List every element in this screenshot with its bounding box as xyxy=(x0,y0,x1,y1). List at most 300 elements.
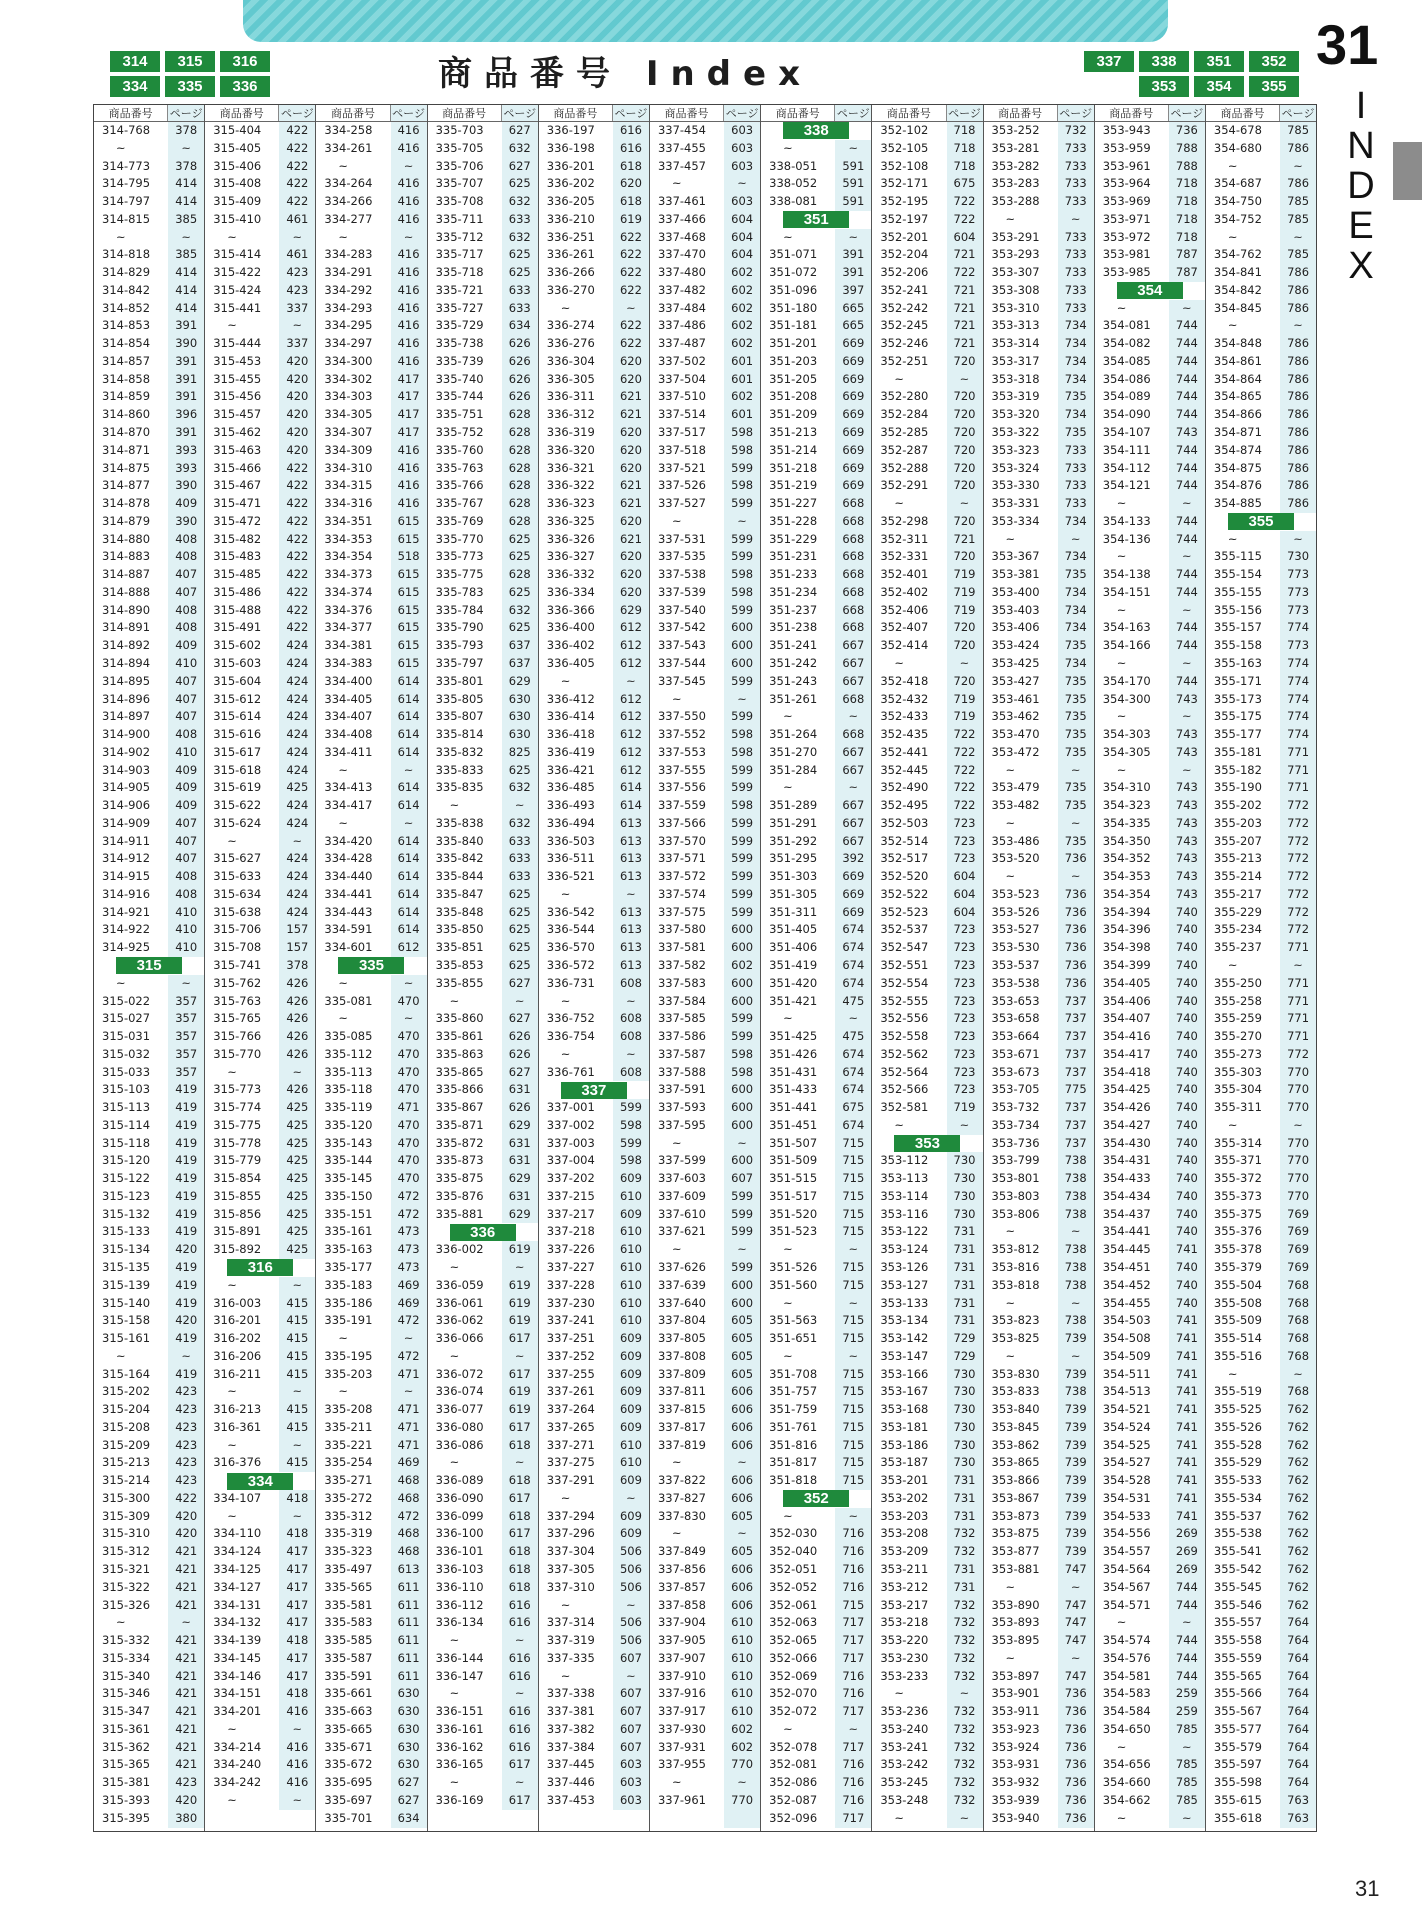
product-number: 337-296 xyxy=(546,1526,595,1541)
page-ref: 605 xyxy=(724,1348,760,1366)
page-ref: 407 xyxy=(168,708,204,726)
product-number-index-table xyxy=(93,104,1317,1832)
product-number: 352-108 xyxy=(880,158,929,173)
index-row xyxy=(984,691,1094,709)
index-row xyxy=(761,1721,871,1739)
index-row xyxy=(94,1064,204,1082)
index-row xyxy=(1095,424,1205,442)
product-number: 335-708 xyxy=(435,194,484,209)
index-row xyxy=(205,442,315,460)
index-row xyxy=(205,939,315,957)
product-number: 337-230 xyxy=(546,1295,595,1310)
product-number: 337-271 xyxy=(546,1437,595,1452)
product-number: 353-924 xyxy=(991,1739,1040,1754)
product-number: 353-923 xyxy=(991,1721,1040,1736)
index-row xyxy=(94,353,204,371)
index-row xyxy=(539,779,649,797)
page-ref: 407 xyxy=(168,566,204,584)
product-number: 353-472 xyxy=(991,744,1040,759)
page-ref: 715 xyxy=(835,1401,871,1419)
section-tab: 338 xyxy=(1139,51,1189,72)
index-row xyxy=(316,1277,426,1295)
product-number: 315-161 xyxy=(102,1331,151,1346)
index-row xyxy=(872,1401,982,1419)
page-ref: 625 xyxy=(502,264,538,282)
product-number: ~ xyxy=(671,513,682,528)
page-ref: ~ xyxy=(1280,317,1316,335)
page-ref: 599 xyxy=(724,833,760,851)
index-row xyxy=(94,1774,204,1792)
page-ref: 609 xyxy=(613,1508,649,1526)
index-row xyxy=(872,726,982,744)
page-ref: ~ xyxy=(613,1490,649,1508)
page-ref: 471 xyxy=(391,1366,427,1384)
index-row xyxy=(761,779,871,797)
product-number: 352-503 xyxy=(880,815,929,830)
index-row xyxy=(539,548,649,566)
index-row xyxy=(316,1756,426,1774)
product-number: 353-461 xyxy=(991,691,1040,706)
page-ref: ~ xyxy=(279,317,315,335)
page-ref: 733 xyxy=(1058,495,1094,513)
page-ref: 615 xyxy=(391,637,427,655)
page-ref: 721 xyxy=(947,335,983,353)
page-ref: ~ xyxy=(613,1597,649,1615)
page-ref: 732 xyxy=(947,1739,983,1757)
index-row xyxy=(872,1774,982,1792)
product-number: 337-811 xyxy=(657,1384,706,1399)
page-ref: 732 xyxy=(947,1668,983,1686)
product-number: 337-484 xyxy=(657,300,706,315)
product-number: 351-515 xyxy=(769,1171,818,1186)
index-row xyxy=(984,1135,1094,1153)
index-row xyxy=(316,513,426,531)
index-row xyxy=(1206,1419,1316,1437)
index-row xyxy=(761,1508,871,1526)
product-number: 314-902 xyxy=(102,744,151,759)
index-row xyxy=(94,1383,204,1401)
index-row xyxy=(872,921,982,939)
product-number: 353-116 xyxy=(880,1206,929,1221)
product-number: 337-482 xyxy=(657,282,706,297)
product-number: ~ xyxy=(449,993,460,1008)
index-row xyxy=(761,1312,871,1330)
page-ref: 772 xyxy=(1280,833,1316,851)
page-ref: 415 xyxy=(279,1330,315,1348)
index-row xyxy=(872,495,982,513)
product-number: 354-656 xyxy=(1102,1757,1151,1772)
page-ref: 422 xyxy=(279,122,315,140)
index-row xyxy=(94,1081,204,1099)
index-row xyxy=(761,282,871,300)
page-ref: 736 xyxy=(1058,939,1094,957)
page-ref: 731 xyxy=(947,1312,983,1330)
page-ref: 620 xyxy=(613,424,649,442)
product-number: 355-565 xyxy=(1213,1668,1262,1683)
index-row xyxy=(1206,211,1316,229)
page-ref: 620 xyxy=(613,513,649,531)
index-row xyxy=(205,797,315,815)
page-ref: 740 xyxy=(1169,975,1205,993)
page-ref: 600 xyxy=(724,655,760,673)
page-ref: 408 xyxy=(168,602,204,620)
product-number: 355-372 xyxy=(1213,1171,1262,1186)
product-number: 315-362 xyxy=(102,1739,151,1754)
index-row xyxy=(650,744,760,762)
index-row xyxy=(984,566,1094,584)
index-row xyxy=(650,1383,760,1401)
product-number: 352-562 xyxy=(880,1046,929,1061)
page-ref: 417 xyxy=(279,1543,315,1561)
index-row xyxy=(872,1703,982,1721)
page-ref: 475 xyxy=(835,1028,871,1046)
page-ref: 614 xyxy=(391,726,427,744)
index-row xyxy=(1206,673,1316,691)
index-row xyxy=(428,1774,538,1792)
product-number: 335-738 xyxy=(435,336,484,351)
index-row xyxy=(1206,726,1316,744)
product-number: 337-595 xyxy=(657,1117,706,1132)
product-number: 314-768 xyxy=(102,123,151,137)
product-number: 334-441 xyxy=(324,886,373,901)
product-number: 337-218 xyxy=(546,1224,595,1239)
page-ref: 715 xyxy=(835,1366,871,1384)
product-number: 353-866 xyxy=(991,1473,1040,1488)
page-ref: 620 xyxy=(613,584,649,602)
product-number: 337-603 xyxy=(657,1171,706,1186)
index-row xyxy=(316,726,426,744)
index-row xyxy=(1095,1312,1205,1330)
index-row xyxy=(539,1010,649,1028)
page-ref: 737 xyxy=(1058,1064,1094,1082)
product-number: 315-774 xyxy=(213,1100,262,1115)
page-ref: 736 xyxy=(1058,1739,1094,1757)
index-row xyxy=(650,1650,760,1668)
page-ref: 743 xyxy=(1169,779,1205,797)
index-row xyxy=(539,1046,649,1064)
page-ref: ~ xyxy=(947,495,983,513)
index-row xyxy=(316,637,426,655)
index-row xyxy=(1095,1295,1205,1313)
page-ref: 396 xyxy=(168,406,204,424)
product-number: 337-319 xyxy=(546,1633,595,1648)
product-number: 315-467 xyxy=(213,478,262,493)
product-number: 355-314 xyxy=(1213,1135,1262,1150)
product-number: ~ xyxy=(227,1792,237,1807)
page-ref: 744 xyxy=(1169,335,1205,353)
index-row xyxy=(205,1312,315,1330)
column-header-product-number: 商品番号 xyxy=(998,107,1043,120)
page-ref: ~ xyxy=(835,1348,871,1366)
product-number: 315-483 xyxy=(213,549,262,564)
page-ref: 721 xyxy=(947,246,983,264)
page-ref: ~ xyxy=(279,1508,315,1526)
section-heading xyxy=(539,1081,649,1099)
index-row xyxy=(94,850,204,868)
product-number: 335-773 xyxy=(435,549,484,564)
index-row xyxy=(428,868,538,886)
product-number: 355-577 xyxy=(1213,1721,1262,1736)
page-ref: 603 xyxy=(724,140,760,158)
page-ref: 614 xyxy=(391,779,427,797)
product-number: 336-402 xyxy=(546,638,595,653)
product-number: 355-270 xyxy=(1213,1029,1262,1044)
index-row xyxy=(94,424,204,442)
product-number: 335-872 xyxy=(435,1135,484,1150)
index-row xyxy=(539,229,649,247)
product-number: 337-610 xyxy=(657,1206,706,1221)
index-row xyxy=(984,1046,1094,1064)
product-number: 337-514 xyxy=(657,407,706,422)
page-ref: 715 xyxy=(835,1223,871,1241)
product-number: 334-413 xyxy=(324,780,373,795)
page-ref: 734 xyxy=(1058,602,1094,620)
page-ref: 615 xyxy=(391,655,427,673)
product-number: 315-422 xyxy=(213,265,262,280)
index-row xyxy=(94,513,204,531)
product-number: 353-252 xyxy=(991,123,1040,137)
product-number: 354-323 xyxy=(1102,798,1151,813)
index-row xyxy=(650,886,760,904)
index-row xyxy=(316,122,426,140)
page-ref: 734 xyxy=(1058,548,1094,566)
product-number: 335-118 xyxy=(324,1082,373,1097)
page-ref: 740 xyxy=(1169,1188,1205,1206)
product-number: 337-540 xyxy=(657,602,706,617)
product-number: 336-147 xyxy=(435,1668,484,1683)
product-number: 354-350 xyxy=(1102,833,1151,848)
product-number: 355-378 xyxy=(1213,1242,1262,1257)
page-ref: 469 xyxy=(391,1277,427,1295)
page-ref: 471 xyxy=(391,1437,427,1455)
index-row xyxy=(650,1632,760,1650)
product-number: ~ xyxy=(1227,318,1238,333)
index-row xyxy=(539,477,649,495)
page-ref: ~ xyxy=(502,1632,538,1650)
index-row xyxy=(761,1614,871,1632)
page-ref: 408 xyxy=(168,886,204,904)
product-number: 352-102 xyxy=(880,123,929,137)
page-ref: 410 xyxy=(168,904,204,922)
index-row xyxy=(650,388,760,406)
product-number: 336-325 xyxy=(546,513,595,528)
page-ref: 786 xyxy=(1280,175,1316,193)
index-row xyxy=(428,584,538,602)
page-ref: 764 xyxy=(1280,1614,1316,1632)
page-ref: 740 xyxy=(1169,1099,1205,1117)
index-row xyxy=(1095,655,1205,673)
index-row xyxy=(984,726,1094,744)
page-ref: 628 xyxy=(502,442,538,460)
page-ref: 378 xyxy=(279,957,315,975)
index-row xyxy=(984,1330,1094,1348)
product-number: 355-504 xyxy=(1213,1277,1262,1292)
product-number: 334-407 xyxy=(324,709,373,724)
section-heading-label: 353 xyxy=(894,1135,960,1152)
product-number: 315-135 xyxy=(102,1260,151,1274)
product-number: 355-615 xyxy=(1213,1792,1262,1807)
index-row xyxy=(205,691,315,709)
index-row xyxy=(316,1206,426,1224)
page-ref: 425 xyxy=(279,1223,315,1241)
product-number: 355-229 xyxy=(1213,904,1262,919)
page-ref: ~ xyxy=(1169,1614,1205,1632)
index-row xyxy=(428,957,538,975)
page-ref: 470 xyxy=(391,1170,427,1188)
product-number: 353-530 xyxy=(991,940,1040,955)
product-number: 354-503 xyxy=(1102,1313,1151,1328)
index-row xyxy=(94,1330,204,1348)
page-ref: 720 xyxy=(947,619,983,637)
product-number: 354-524 xyxy=(1102,1419,1151,1434)
index-row xyxy=(539,1739,649,1757)
page-ref: 410 xyxy=(168,921,204,939)
index-row xyxy=(539,708,649,726)
index-row xyxy=(872,1419,982,1437)
product-number: 354-303 xyxy=(1102,727,1151,742)
product-number: ~ xyxy=(560,993,571,1008)
product-number: 337-228 xyxy=(546,1277,595,1292)
product-number: 351-451 xyxy=(769,1117,818,1132)
page-ref: 391 xyxy=(835,246,871,264)
page-ref: 599 xyxy=(724,868,760,886)
product-number: 351-295 xyxy=(769,851,818,866)
page-ref: 618 xyxy=(613,158,649,176)
index-row xyxy=(539,850,649,868)
index-row xyxy=(539,1614,649,1632)
product-number: 335-793 xyxy=(435,638,484,653)
product-number: 351-208 xyxy=(769,389,818,404)
page-ref: 426 xyxy=(279,993,315,1011)
index-row xyxy=(650,566,760,584)
page-ref: 608 xyxy=(613,1010,649,1028)
page-ref: 613 xyxy=(613,904,649,922)
section-tabs-right xyxy=(1084,51,1299,97)
index-row xyxy=(1206,904,1316,922)
page-ref: 417 xyxy=(391,406,427,424)
page-ref: 625 xyxy=(502,246,538,264)
index-row xyxy=(761,1241,871,1259)
page-ref: 730 xyxy=(947,1206,983,1224)
page-ref: 622 xyxy=(613,229,649,247)
product-number: 336-322 xyxy=(546,478,595,493)
page-ref: 414 xyxy=(168,193,204,211)
page-ref: 730 xyxy=(1280,548,1316,566)
index-row xyxy=(650,1206,760,1224)
product-number: 351-237 xyxy=(769,602,818,617)
index-row xyxy=(872,1756,982,1774)
index-row xyxy=(1206,1295,1316,1313)
product-number: 336-270 xyxy=(546,282,595,297)
index-row xyxy=(872,1650,982,1668)
page-ref: 764 xyxy=(1280,1721,1316,1739)
index-row xyxy=(428,1721,538,1739)
page-ref: 600 xyxy=(724,1152,760,1170)
section-tab: 337 xyxy=(1084,51,1134,72)
product-number: 337-961 xyxy=(657,1792,706,1807)
index-row xyxy=(984,140,1094,158)
index-row xyxy=(428,122,538,140)
page-ref: 625 xyxy=(502,619,538,637)
page-ref: 720 xyxy=(947,637,983,655)
index-row xyxy=(205,335,315,353)
page-ref: 357 xyxy=(168,1028,204,1046)
index-row xyxy=(650,1685,760,1703)
index-row xyxy=(205,762,315,780)
index-row xyxy=(761,637,871,655)
page-ref: 417 xyxy=(279,1561,315,1579)
product-number: 337-294 xyxy=(546,1508,595,1523)
index-row xyxy=(872,779,982,797)
index-row xyxy=(428,1028,538,1046)
product-number: 355-558 xyxy=(1213,1633,1262,1648)
index-row xyxy=(94,1010,204,1028)
product-number: 335-707 xyxy=(435,176,484,191)
index-row xyxy=(761,1525,871,1543)
product-number: 355-371 xyxy=(1213,1153,1262,1168)
page-ref: 786 xyxy=(1280,300,1316,318)
column-header-product-number: 商品番号 xyxy=(330,107,375,120)
product-number: 353-959 xyxy=(1102,140,1151,155)
product-number: 335-497 xyxy=(324,1562,373,1577)
product-number: 354-310 xyxy=(1102,780,1151,795)
index-row xyxy=(316,921,426,939)
page-ref: 269 xyxy=(1169,1525,1205,1543)
index-row xyxy=(205,1490,315,1508)
product-number: 353-281 xyxy=(991,140,1040,155)
index-row xyxy=(1206,122,1316,140)
index-row xyxy=(1206,1756,1316,1774)
page-ref: 734 xyxy=(1058,371,1094,389)
index-row xyxy=(984,993,1094,1011)
page-ref: 741 xyxy=(1169,1312,1205,1330)
page-ref: 731 xyxy=(947,1241,983,1259)
index-row xyxy=(539,1525,649,1543)
page-ref: 423 xyxy=(168,1437,204,1455)
product-number: 351-231 xyxy=(769,549,818,564)
index-row xyxy=(1206,1330,1316,1348)
index-row xyxy=(984,868,1094,886)
index-row xyxy=(872,158,982,176)
product-number: 337-004 xyxy=(546,1153,595,1168)
product-number: 337-217 xyxy=(546,1206,595,1221)
index-column xyxy=(316,105,427,1831)
product-number: 337-621 xyxy=(657,1224,706,1239)
index-row xyxy=(205,122,315,140)
column-header-page: ページ xyxy=(167,105,204,121)
product-number: ~ xyxy=(560,1490,571,1505)
product-number: 335-805 xyxy=(435,691,484,706)
page-ref: 739 xyxy=(1058,1472,1094,1490)
product-number: 314-829 xyxy=(102,265,151,280)
page-ref: 732 xyxy=(947,1792,983,1810)
index-row xyxy=(94,726,204,744)
page-ref: 716 xyxy=(835,1774,871,1792)
product-number: 354-136 xyxy=(1102,531,1151,546)
product-number: 352-564 xyxy=(880,1064,929,1079)
product-number: 354-354 xyxy=(1102,886,1151,901)
product-number: 336-205 xyxy=(546,194,595,209)
product-number: 315-491 xyxy=(213,620,262,635)
page-ref: 506 xyxy=(613,1579,649,1597)
section-heading-label: 355 xyxy=(1228,513,1294,530)
index-row xyxy=(984,460,1094,478)
page-ref: 604 xyxy=(947,886,983,904)
index-row xyxy=(94,531,204,549)
page-ref: ~ xyxy=(1058,762,1094,780)
page-ref: 598 xyxy=(724,744,760,762)
product-number: 314-877 xyxy=(102,478,151,493)
